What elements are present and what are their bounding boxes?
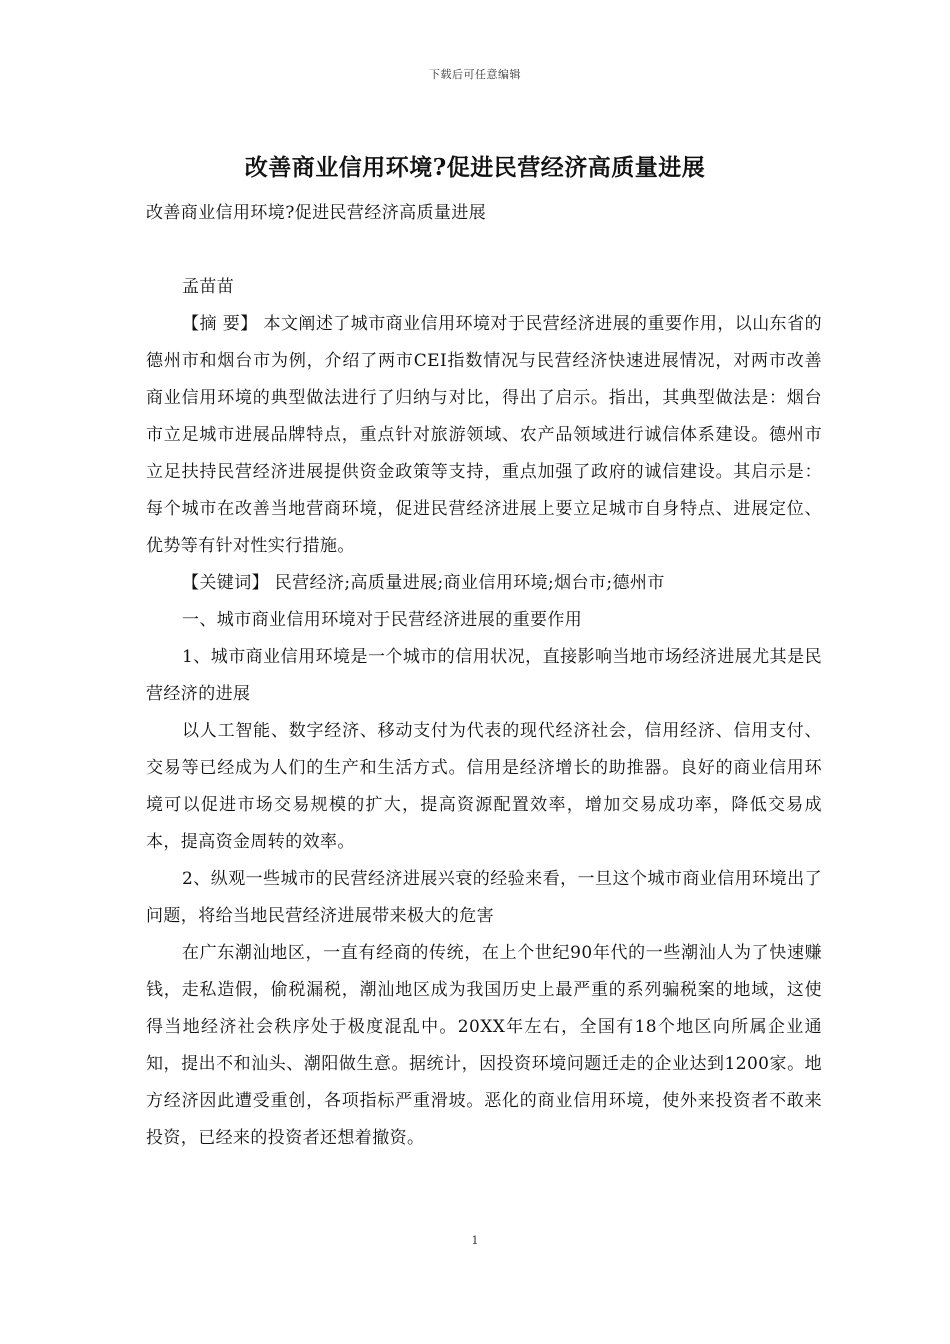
keywords-label: 【关键词】 [182, 573, 269, 593]
subsection-heading: 2、纵观一些城市的民营经济进展兴衰的经验来看，一旦这个城市商业信用环境出了问题，将给当地民营经济进展带来极大的危害 [146, 869, 822, 926]
body-paragraph: 以人工智能、数字经济、移动支付为代表的现代经济社会，信用经济、信用支付、交易等已经成为人们的生产和生活方式。信用是经济增长的助推器。良好的商业信用环境可以促进市场交易规模的扩大，提高资源配置效率，增加交易成功率，降低交易成本，提高资金周转的效率。 [146, 721, 822, 852]
page-header: 下载后可任意编辑 [429, 68, 521, 81]
abstract-text: 本文阐述了城市商业信用环境对于民营经济进展的重要作用，以山东省的德州市和烟台市为例，介绍了两市CEI指数情况与民营经济快速进展情况，对两市改善商业信用环境的典型做法进行了归纳与对比，得出了启示。指出，其典型做法是：烟台市立足城市进展品牌特点，重点针对旅游领域、农产品领域进行诚信体系建设。德州市立足扶持民营经济进展提供资金政策等支持，重点加强了政府的诚信建设。其启示是：每个城市在改善当地营商环境，促进民营经济进展上要立足城市自身特点、进展定位、优势等有针对性实行措施。 [146, 314, 822, 556]
subsection-heading: 1、城市商业信用环境是一个城市的信用状况，直接影响当地市场经济进展尤其是民营经济的进展 [146, 647, 822, 704]
body-paragraph: 在广东潮汕地区，一直有经商的传统，在上个世纪90年代的一些潮汕人为了快速赚钱，走私造假，偷税漏税，潮汕地区成为我国历史上最严重的系列骗税案的地域，这使得当地经济社会秩序处于极度混乱中。20XX年左右，全国有18个地区向所属企业通知，提出不和汕头、潮阳做生意。据统计，因投资环境问题迁走的企业达到1200家。地方经济因此遭受重创，各项指标严重滑坡。恶化的商业信用环境，使外来投资者不敢来投资，已经来的投资者还想着撤资。 [146, 943, 822, 1148]
keywords-text: 民营经济;高质量进展;商业信用环境;烟台市;德州市 [269, 573, 665, 593]
blank-line [146, 232, 822, 269]
abstract-paragraph [146, 306, 822, 565]
abstract-label: 【摘 要】 [182, 314, 258, 334]
keywords-paragraph [146, 565, 822, 602]
author-name: 孟苗苗 [182, 277, 235, 297]
document-subtitle: 改善商业信用环境?促进民营经济高质量进展 [146, 203, 487, 223]
document-title: 改善商业信用环境?促进民营经济高质量进展 [244, 154, 706, 181]
section-heading: 一、城市商业信用环境对于民营经济进展的重要作用 [182, 610, 583, 630]
page-number: 1 [471, 1234, 479, 1247]
document-body [146, 195, 822, 1157]
